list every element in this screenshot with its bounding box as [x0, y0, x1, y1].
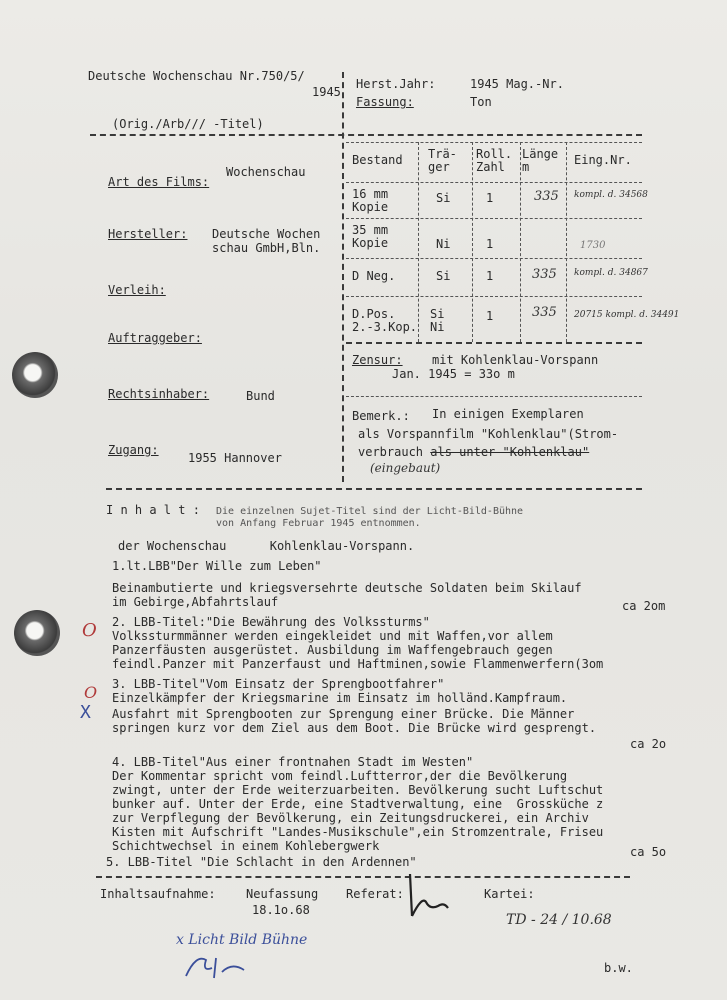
table-col-line [418, 142, 419, 342]
item-4-line: bunker auf. Unter der Erde, eine Stadtverwaltung, eine Grossküche z [112, 797, 604, 811]
zensur-line-2: Jan. 1945 = 33o m [392, 367, 515, 381]
referat-label: Referat: [346, 887, 404, 901]
table-header-traeger: Trä- ger [428, 147, 457, 174]
herst-value: 1945 Mag.-Nr. [470, 77, 564, 91]
table-cell: D.Pos. 2.-3.Kop. [352, 307, 418, 334]
table-header-eing: Eing.Nr. [574, 153, 632, 167]
table-header-zahl: Roll. Zahl [476, 147, 513, 174]
center-divider [342, 72, 344, 482]
table-cell: 20715 kompl. d. 34491 [574, 310, 680, 320]
table-cell: 1 [486, 237, 494, 251]
bemerk-line-1: In einigen Exemplaren [432, 407, 584, 421]
table-cell: 1730 [580, 240, 606, 251]
table-cell: Si Ni [430, 307, 445, 334]
inhalt-intro: der Wochenschau Kohlenklau-Vorspann. [118, 539, 415, 553]
zensur-divider [346, 396, 642, 397]
bemerk-label: Bemerk.: [352, 409, 410, 423]
kartei-label: Kartei: [484, 887, 535, 901]
inhalt-note-2: von Anfang Februar 1945 entnommen. [216, 518, 421, 529]
item-1-title: 1.lt.LBB"Der Wille zum Leben" [112, 559, 322, 573]
table-bottom-line [346, 342, 642, 344]
table-cell: 335 [532, 305, 557, 320]
table-cell: Si [436, 191, 451, 205]
bemerk-line-2: als Vorspannfilm "Kohlenklau"(Strom- [358, 427, 619, 441]
bemerk-handwritten: (eingebaut) [370, 461, 441, 475]
rechtsinhaber-label: Rechtsinhaber: [108, 387, 210, 401]
bemerk-line-3-text: verbrauch [358, 445, 431, 459]
title-line-2: 1945 [312, 85, 341, 99]
item-2-title: 2. LBB-Titel:"Die Bewährung des Volkssturms" [112, 615, 430, 629]
item-4-title: 4. LBB-Titel"Aus einer frontnahen Stadt im Westen" [112, 755, 474, 769]
footer-divider [96, 876, 630, 878]
inhaltsaufnahme-value: Neufassung [246, 887, 319, 901]
table-header-bestand: Bestand [352, 153, 403, 167]
hersteller-value-1: Deutsche Wochen [212, 227, 321, 241]
item-4-length: ca 5o [630, 845, 667, 859]
item-3-length: ca 2o [630, 737, 667, 751]
table-cell: D Neg. [352, 269, 396, 283]
table-cell: 335 [534, 189, 559, 204]
item-1-length: ca 2om [622, 599, 666, 613]
handwritten-note: x Licht Bild Bühne [176, 932, 308, 948]
item-1-line: im Gebirge,Abfahrtslauf [112, 595, 279, 609]
item-2-line: Panzerfäusten ausgerüstet. Ausbildung im Waffengebrauch gegen [112, 643, 553, 657]
table-row-line [346, 218, 642, 219]
table-cell: 35 mm Kopie [352, 223, 389, 250]
orig-titel-label: (Orig./Arb/// -Titel) [112, 117, 264, 131]
punch-hole-top [12, 352, 58, 398]
table-cell: 16 mm Kopie [352, 187, 389, 214]
table-cell: 1 [486, 309, 494, 323]
table-top-line [346, 142, 642, 143]
punch-hole-bottom [14, 610, 60, 656]
bw-note: b.w. [604, 961, 633, 975]
zensur-line-1: mit Kohlenklau-Vorspann [432, 353, 599, 367]
fassung-value: Ton [470, 95, 492, 109]
margin-cross-mark: X [80, 702, 91, 723]
fassung-label: Fassung: [356, 95, 414, 109]
item-4-line: Kisten mit Aufschrift "Landes-Musikschule",ein Stromzentrale, Friseu [112, 825, 604, 839]
table-col-line [520, 142, 521, 342]
section-divider [106, 488, 642, 490]
table-cell: kompl. d. 34867 [574, 268, 648, 278]
hersteller-value-2: schau GmbH,Bln. [212, 241, 321, 255]
table-cell: Si [436, 269, 451, 283]
item-5-title: 5. LBB-Titel "Die Schlacht in den Ardennen" [106, 855, 417, 869]
margin-circle-mark: O [82, 620, 97, 641]
item-4-line: Schichtwechsel in einem Kohlebergwerk [112, 839, 380, 853]
item-4-line: zur Verpflegung der Bevölkerung, ein Zeitungsdruckerei, ein Archiv [112, 811, 589, 825]
table-row-line [346, 258, 642, 259]
item-4-line: zwingt, unter der Erde weiterzuarbeiten. Bevölkerung sucht Luftschut [112, 783, 604, 797]
inhaltsaufnahme-label: Inhaltsaufnahme: [100, 887, 216, 901]
item-1-line: Beinambutierte und kriegsversehrte deutsche Soldaten beim Skilauf [112, 581, 582, 595]
signature [404, 872, 454, 922]
art-des-films-value: Wochenschau [226, 165, 306, 179]
header-divider [90, 134, 642, 136]
table-row-line [346, 296, 642, 297]
item-2-line: feindl.Panzer mit Panzerfaust und Haftminen,sowie Flammenwerfern(3om [112, 657, 604, 671]
hersteller-label: Hersteller: [108, 227, 188, 241]
title-line-1: Deutsche Wochenschau Nr.750/5/ [88, 69, 305, 83]
inhalt-note-1: Die einzelnen Sujet-Titel sind der Licht-Bild-Bühne [216, 506, 524, 517]
kartei-handwritten: TD - 24 / 10.68 [506, 912, 612, 928]
table-cell: 1 [486, 191, 494, 205]
item-2-line: Volkssturmmänner werden eingekleidet und mit Waffen,vor allem [112, 629, 553, 643]
zensur-label: Zensur: [352, 353, 403, 367]
table-cell: 335 [532, 267, 557, 282]
auftraggeber-label: Auftraggeber: [108, 331, 202, 345]
table-cell: 1 [486, 269, 494, 283]
zugang-value: 1955 Hannover [188, 451, 282, 465]
art-des-films-label: Art des Films: [108, 175, 210, 189]
bemerk-line-3-struck: als unter "Kohlenklau" [430, 445, 590, 459]
inhalt-label: I n h a l t : [106, 503, 200, 517]
herst-label: Herst.Jahr: [356, 77, 436, 91]
handwritten-initials [182, 950, 252, 982]
table-header-line [346, 182, 642, 183]
table-cell: Ni [436, 237, 451, 251]
rechtsinhaber-value: Bund [246, 389, 275, 403]
item-3-title: 3. LBB-Titel"Vom Einsatz der Sprengbootfahrer" [112, 677, 445, 691]
inhaltsaufnahme-date: 18.1o.68 [252, 903, 310, 917]
table-col-line [566, 142, 567, 342]
table-cell: kompl. d. 34568 [574, 190, 648, 200]
item-3-line: Ausfahrt mit Sprengbooten zur Sprengung einer Brücke. Die Männer [112, 707, 575, 721]
table-col-line [472, 142, 473, 342]
item-4-line: Der Kommentar spricht vom feindl.Luftterror,der die Bevölkerung [112, 769, 568, 783]
item-3-line: springen kurz vor dem Ziel aus dem Boot. Die Brücke wird gesprengt. [112, 721, 597, 735]
verleih-label: Verleih: [108, 283, 166, 297]
item-3-line: Einzelkämpfer der Kriegsmarine im Einsatz im holländ.Kampfraum. [112, 691, 568, 705]
margin-circle-mark: O [84, 683, 98, 702]
bemerk-line-3 [358, 446, 589, 459]
table-header-laenge: Länge m [522, 147, 559, 174]
zugang-label: Zugang: [108, 443, 159, 457]
